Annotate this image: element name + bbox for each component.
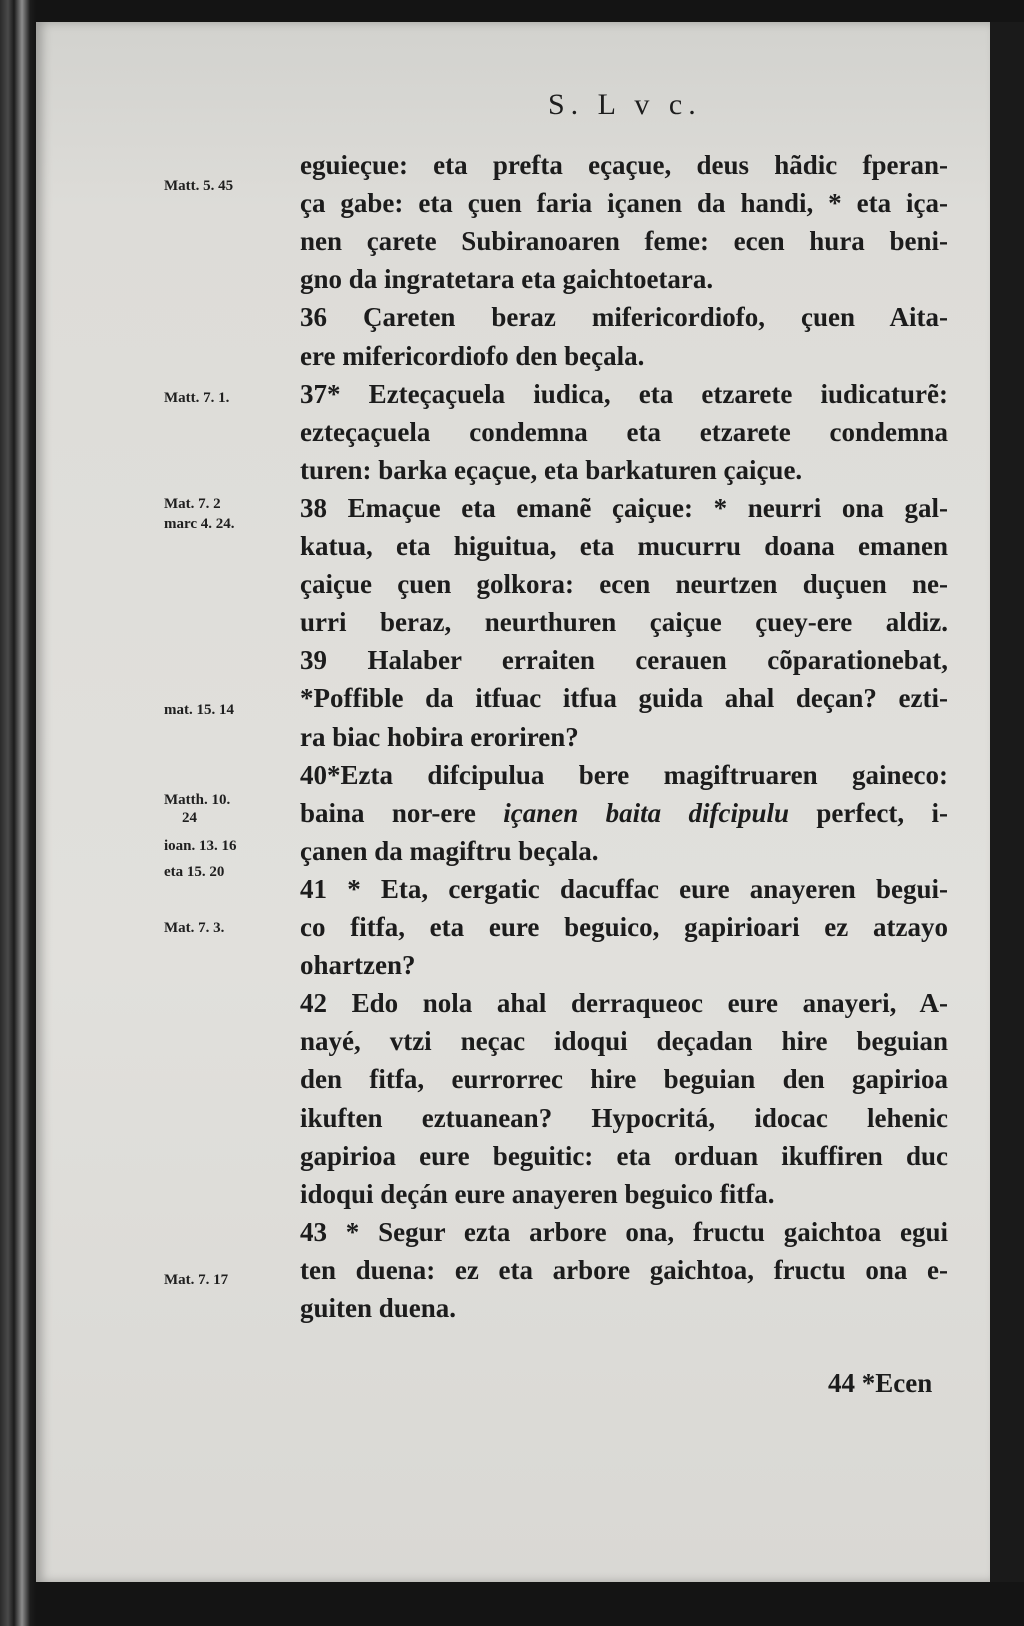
page-edge-shadow	[990, 22, 1024, 1582]
text-line: ten duena: ez eta arbore gaichtoa, fructu ona e-	[300, 1254, 948, 1285]
text-line: nen çarete Subiranoaren feme: ecen hura beni-	[300, 226, 948, 257]
text-line: den fitfa, eurrorrec hire beguian den gapirioa	[300, 1064, 948, 1095]
text-line: 36 Çareten beraz mifericordiofo, çuen Aita-	[300, 302, 948, 333]
text-line: idoqui deçán eure anayeren beguico fitfa.	[300, 1178, 775, 1209]
margin-note: Matt. 5. 45	[164, 178, 234, 194]
text-line: 43 * Segur ezta arbore ona, fructu gaichtoa egui	[300, 1216, 948, 1247]
margin-note: 24	[182, 810, 197, 826]
text-line: gno da ingratetara eta gaichtoetara.	[300, 264, 714, 295]
text-line: co fitfa, eta eure beguico, gapirioari ez atzayo	[300, 912, 948, 942]
italic-segment: içanen baita difcipulu	[503, 797, 790, 828]
text-line: 39 Halaber erraiten cerauen cõparationebat,	[300, 645, 948, 676]
text-line: çanen da magiftru beçala.	[300, 835, 599, 866]
margin-note: ioan. 13. 16	[164, 838, 237, 854]
text-line: urri beraz, neurthuren çaiçue çuey-ere aldiz.	[300, 607, 948, 638]
margin-note: Mat. 7. 17	[164, 1272, 229, 1288]
text-line: 42 Edo nola ahal derraqueoc eure anayeri, A-	[300, 988, 948, 1019]
margin-note: mat. 15. 14	[164, 702, 234, 718]
text-line: gapirioa eure beguitic: eta orduan ikuffiren duc	[300, 1140, 948, 1171]
text-line: *Poffible da itfuac itfua guida ahal deçan? ezti-	[300, 683, 948, 714]
text-line: çaiçue çuen golkora: ecen neurtzen duçuen ne-	[300, 569, 948, 600]
text-line: ikuften eztuanean? Hypocritá, idocac lehenic	[300, 1102, 948, 1133]
text-line: eguieçue: eta prefta eçaçue, deus hãdic fperan-	[300, 150, 948, 180]
text-line: guiten duena.	[300, 1293, 457, 1323]
margin-note: Mat. 7. 3.	[164, 920, 225, 936]
margin-note: marc 4. 24.	[164, 516, 235, 532]
text-line: katua, eta higuitua, eta mucurru doana emanen	[300, 531, 948, 561]
margin-note: Mat. 7. 2	[164, 496, 221, 512]
text-segment: perfect, i-	[789, 797, 948, 828]
text-line: ezteçaçuela condemna eta etzarete condemna	[300, 416, 948, 447]
catchword: 44 *Ecen	[828, 1368, 933, 1398]
text-line	[300, 794, 948, 832]
text-line: 40*Ezta difcipulua bere magiftruaren gaineco:	[300, 759, 948, 790]
text-line: 37* Ezteçaçuela iudica, eta etzarete iudicaturẽ:	[300, 378, 948, 409]
text-line: ra biac hobira eroriren?	[300, 721, 579, 752]
text-line: ça gabe: eta çuen faria içanen da handi, * eta iça-	[300, 188, 948, 219]
text-line: ere mifericordiofo den beçala.	[300, 340, 645, 371]
text-line: turen: barka eçaçue, eta barkaturen çaiçue.	[300, 454, 803, 485]
text-segment: baina nor-ere	[300, 797, 504, 828]
running-head: S. L v c.	[548, 88, 702, 121]
text-line: 38 Emaçue eta emanẽ çaiçue: * neurri ona gal-	[300, 492, 948, 523]
margin-note: Matt. 7. 1.	[164, 390, 230, 406]
text-line: 41 * Eta, cergatic dacuffac eure anayeren begui-	[300, 873, 948, 904]
text-line: ohartzen?	[300, 950, 416, 981]
margin-note: Matth. 10.	[164, 792, 231, 808]
margin-note: eta 15. 20	[164, 864, 225, 880]
text-line: nayé, vtzi neçac idoqui deçadan hire beguian	[300, 1026, 948, 1057]
